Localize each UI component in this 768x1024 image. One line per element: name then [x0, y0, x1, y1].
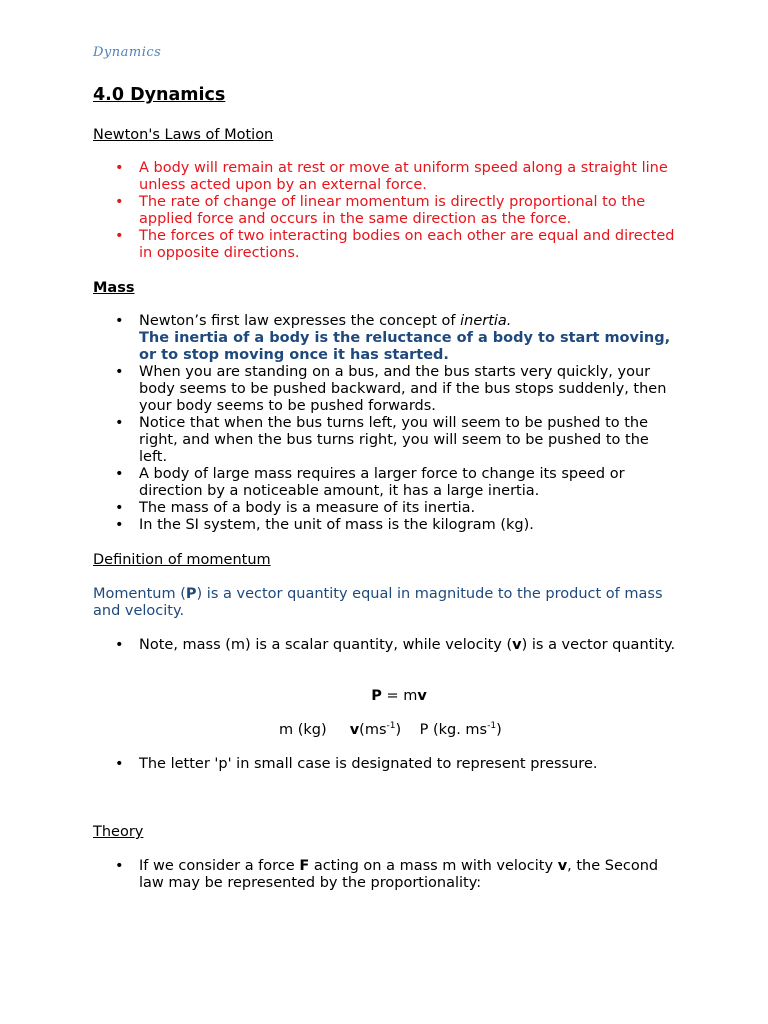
list-item: • The letter 'p' in small case is designated to represent pressure. — [93, 756, 679, 773]
units-line — [279, 722, 502, 739]
list-item: • In the SI system, the unit of mass is the kilogram (kg). — [93, 517, 679, 534]
theory-heading: Theory — [93, 824, 144, 840]
list-item: • The forces of two interacting bodies on each other are equal and directed in opposite directions. — [93, 228, 679, 262]
def-symbol: P — [185, 586, 197, 602]
def-text: Momentum ( — [93, 586, 186, 602]
inertia-definition: The inertia of a body is the reluctance of a body to start moving, or to stop moving once it has started. — [139, 330, 671, 363]
unit-exp: -1 — [487, 721, 497, 732]
mass-list — [93, 313, 679, 534]
list-item: • The rate of change of linear momentum is directly proportional to the applied force and occurs in the same direction as the force. — [93, 194, 679, 228]
unit-close: ) — [496, 722, 502, 738]
newton-heading: Newton's Laws of Motion — [93, 127, 274, 143]
eq-symbol: P — [371, 688, 382, 704]
unit-v-symbol: v — [349, 722, 360, 738]
inertia-term: inertia. — [460, 313, 512, 329]
def-text: ) is a vector quantity equal in magnitude to the product of mass and velocity. — [93, 586, 663, 619]
mass-heading: Mass — [93, 280, 135, 296]
theory-symbol: F — [299, 858, 310, 874]
page-title: 4.0 Dynamics — [93, 85, 226, 105]
list-item — [93, 637, 679, 654]
unit-p: P (kg. ms — [419, 722, 488, 738]
pressure-list — [93, 756, 679, 773]
theory-text: If we consider a force — [139, 858, 300, 874]
list-item: • A body of large mass requires a larger force to change its speed or direction by a noticeable amount, it has a large inertia. — [93, 466, 679, 500]
list-item: • A body will remain at rest or move at uniform speed along a straight line unless acted upon by an external force. — [93, 160, 679, 194]
list-item — [93, 313, 679, 364]
theory-text: acting on a mass m with velocity — [309, 858, 558, 874]
note-text: Note, mass (m) is a scalar quantity, while velocity ( — [139, 637, 513, 653]
momentum-heading: Definition of momentum — [93, 552, 271, 568]
unit-close: ) — [395, 722, 402, 738]
newton-laws-list — [93, 160, 679, 262]
theory-symbol: v — [557, 858, 568, 874]
note-text: ) is a vector quantity. — [521, 637, 676, 653]
unit-v: (ms — [359, 722, 387, 738]
eq-text: = m — [381, 688, 418, 704]
list-item: • Notice that when the bus turns left, you will seem to be pushed to the right, and when the bus turns right, you will seem to be pushed to the left. — [93, 415, 679, 466]
theory-text: , the Second law may be represented by the proportionality: — [139, 858, 659, 891]
unit-mass: m (kg) — [279, 722, 327, 738]
list-item: • When you are standing on a bus, and the bus starts very quickly, your body seems to be pushed backward, and if the bus stops suddenly, then your body seems to be pushed forwards. — [93, 364, 679, 415]
page-header: Dynamics — [93, 45, 162, 60]
theory-list — [93, 858, 679, 892]
list-item — [93, 858, 679, 892]
eq-symbol: v — [417, 688, 427, 704]
momentum-definition — [93, 586, 673, 620]
list-item: • The mass of a body is a measure of its inertia. — [93, 500, 679, 517]
inertia-text: Newton’s first law expresses the concept of — [139, 313, 461, 329]
momentum-note-list — [93, 637, 679, 654]
unit-exp: -1 — [386, 721, 396, 732]
momentum-equation — [0, 688, 768, 705]
note-symbol: v — [512, 637, 522, 653]
